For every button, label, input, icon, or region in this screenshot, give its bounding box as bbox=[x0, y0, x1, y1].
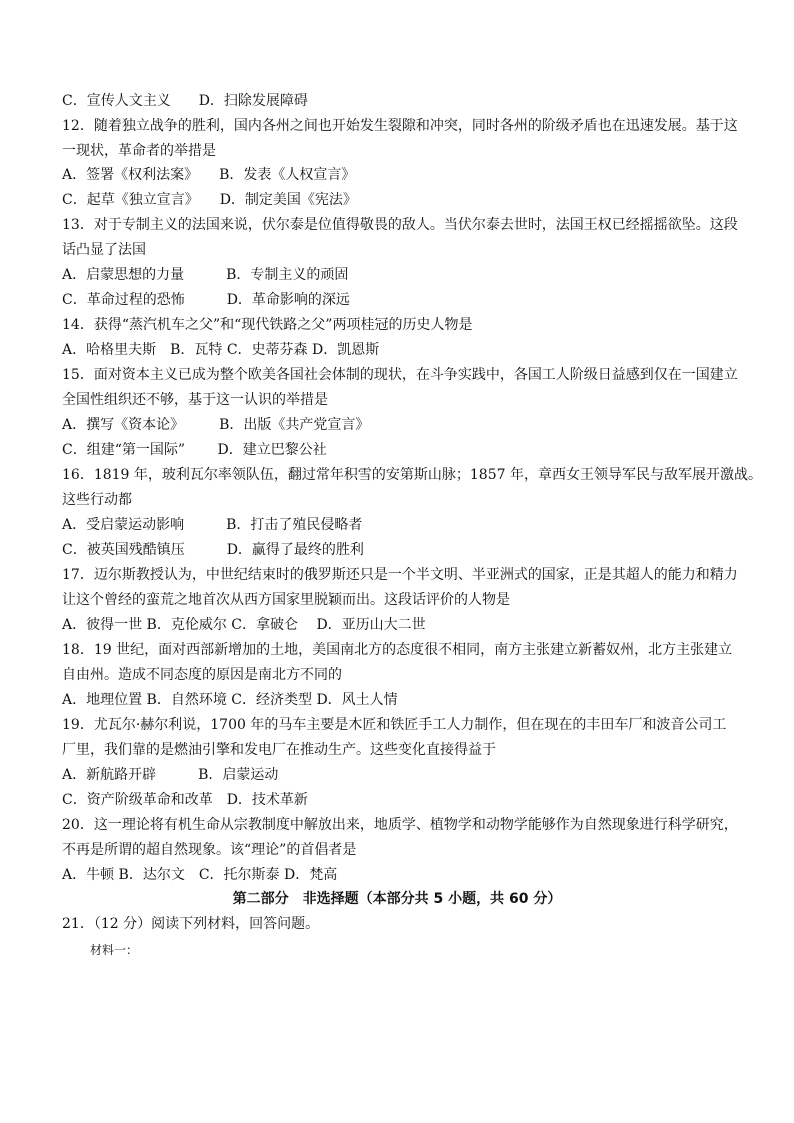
q20-stem-cont: 不再是所谓的超自然现象。该“理论”的首倡者是 bbox=[62, 842, 357, 858]
material-label: 材料一： bbox=[90, 943, 139, 957]
q18-stem-cont: 自由州。造成不同态度的原因是南北方不同的 bbox=[62, 667, 342, 683]
q14-stem: 14．获得“蒸汽机车之父”和“现代铁路之父”两项桂冠的历史人物是 bbox=[62, 317, 473, 333]
q16-stem: 16．1819 年，玻利瓦尔率领队伍，翻过常年积雪的安第斯山脉；1857 年，章西女王领导军民与敌军展开激战。 bbox=[62, 467, 762, 483]
q14-options: A．哈格里夫斯 B．瓦特 C．史蒂芬森 D．凯恩斯 bbox=[62, 342, 380, 358]
q15-options-ab: A．撰写《资本论》 B．出版《共产党宣言》 bbox=[62, 417, 370, 433]
q21-stem: 21．（12 分）阅读下列材料，回答问题。 bbox=[62, 916, 320, 932]
q12-stem: 12．随着独立战争的胜利，国内各州之间也开始发生裂隙和冲突，同时各州的阶级矛盾也在迅速发展。基于这 bbox=[62, 118, 738, 134]
q16-options-ab: A．受启蒙运动影响 B．打击了殖民侵略者 bbox=[62, 517, 363, 533]
q19-options-ab: A．新航路开辟 B．启蒙运动 bbox=[62, 767, 279, 783]
q18-stem: 18．19 世纪，面对西部新增加的土地，美国南北方的态度很不相同，南方主张建立新蓄奴州，北方主张建立 bbox=[62, 642, 733, 658]
q13-stem: 13．对于专制主义的法国来说，伏尔泰是位值得敬畏的敌人。当伏尔泰去世时，法国王权已经摇摇欲坠。这段 bbox=[62, 217, 738, 233]
q19-options-cd: C．资产阶级革命和改革 D．技术革新 bbox=[62, 792, 308, 808]
q17-stem: 17．迈尔斯教授认为，中世纪结束时的俄罗斯还只是一个半文明、半亚洲式的国家，正是其超人的能力和精力 bbox=[62, 567, 738, 583]
q18-options: A．地理位置 B．自然环境 C．经济类型 D．风土人情 bbox=[62, 692, 398, 708]
q12-options-cd: C．起草《独立宣言》 D．制定美国《宪法》 bbox=[62, 192, 357, 208]
q17-options: A．彼得一世 B．克伦威尔 C．拿破仑 D．亚历山大二世 bbox=[62, 617, 426, 633]
q17-stem-cont: 让这个曾经的蛮荒之地首次从西方国家里脱颖而出。这段话评价的人物是 bbox=[62, 592, 510, 608]
q15-stem: 15．面对资本主义已成为整个欧美各国社会体制的现状，在斗争实践中，各国工人阶级日益感到仅在一国建立 bbox=[62, 367, 738, 383]
q15-stem-cont: 全国性组织还不够，基于这一认识的举措是 bbox=[62, 392, 328, 408]
q19-stem-cont: 厂里，我们靠的是燃油引擎和发电厂在推动生产。这些变化直接得益于 bbox=[62, 742, 496, 758]
q20-stem: 20．这一理论将有机生命从宗教制度中解放出来，地质学、植物学和动物学能够作为自然现象进行科学研究， bbox=[62, 817, 738, 833]
q13-options-cd: C．革命过程的恐怖 D．革命影响的深远 bbox=[62, 292, 350, 308]
q15-options-cd: C．组建“第一国际” D．建立巴黎公社 bbox=[62, 442, 327, 458]
q13-options-ab: A．启蒙思想的力量 B．专制主义的顽固 bbox=[62, 267, 349, 283]
section-title: 第二部分 非选择题（本部分共 5 小题，共 60 分） bbox=[232, 891, 562, 907]
q16-options-cd: C．被英国残酷镇压 D．赢得了最终的胜利 bbox=[62, 542, 364, 558]
q16-stem-cont: 这些行动都 bbox=[62, 492, 132, 508]
q11-options-cd: C．宣传人文主义 D．扫除发展障碍 bbox=[62, 93, 308, 109]
q12-stem-cont: 一现状，革命者的举措是 bbox=[62, 143, 216, 159]
q13-stem-cont: 话凸显了法国 bbox=[62, 242, 146, 258]
q20-options: A．牛顿 B．达尔文 C．托尔斯泰 D．梵高 bbox=[62, 867, 338, 883]
q19-stem: 19．尤瓦尔·赫尔利说，1700 年的马车主要是木匠和铁匠手工人力制作，但在现在的丰田车厂和波音公司工 bbox=[62, 717, 727, 733]
q12-options-ab: A．签署《权利法案》 B．发表《人权宣言》 bbox=[62, 167, 356, 183]
